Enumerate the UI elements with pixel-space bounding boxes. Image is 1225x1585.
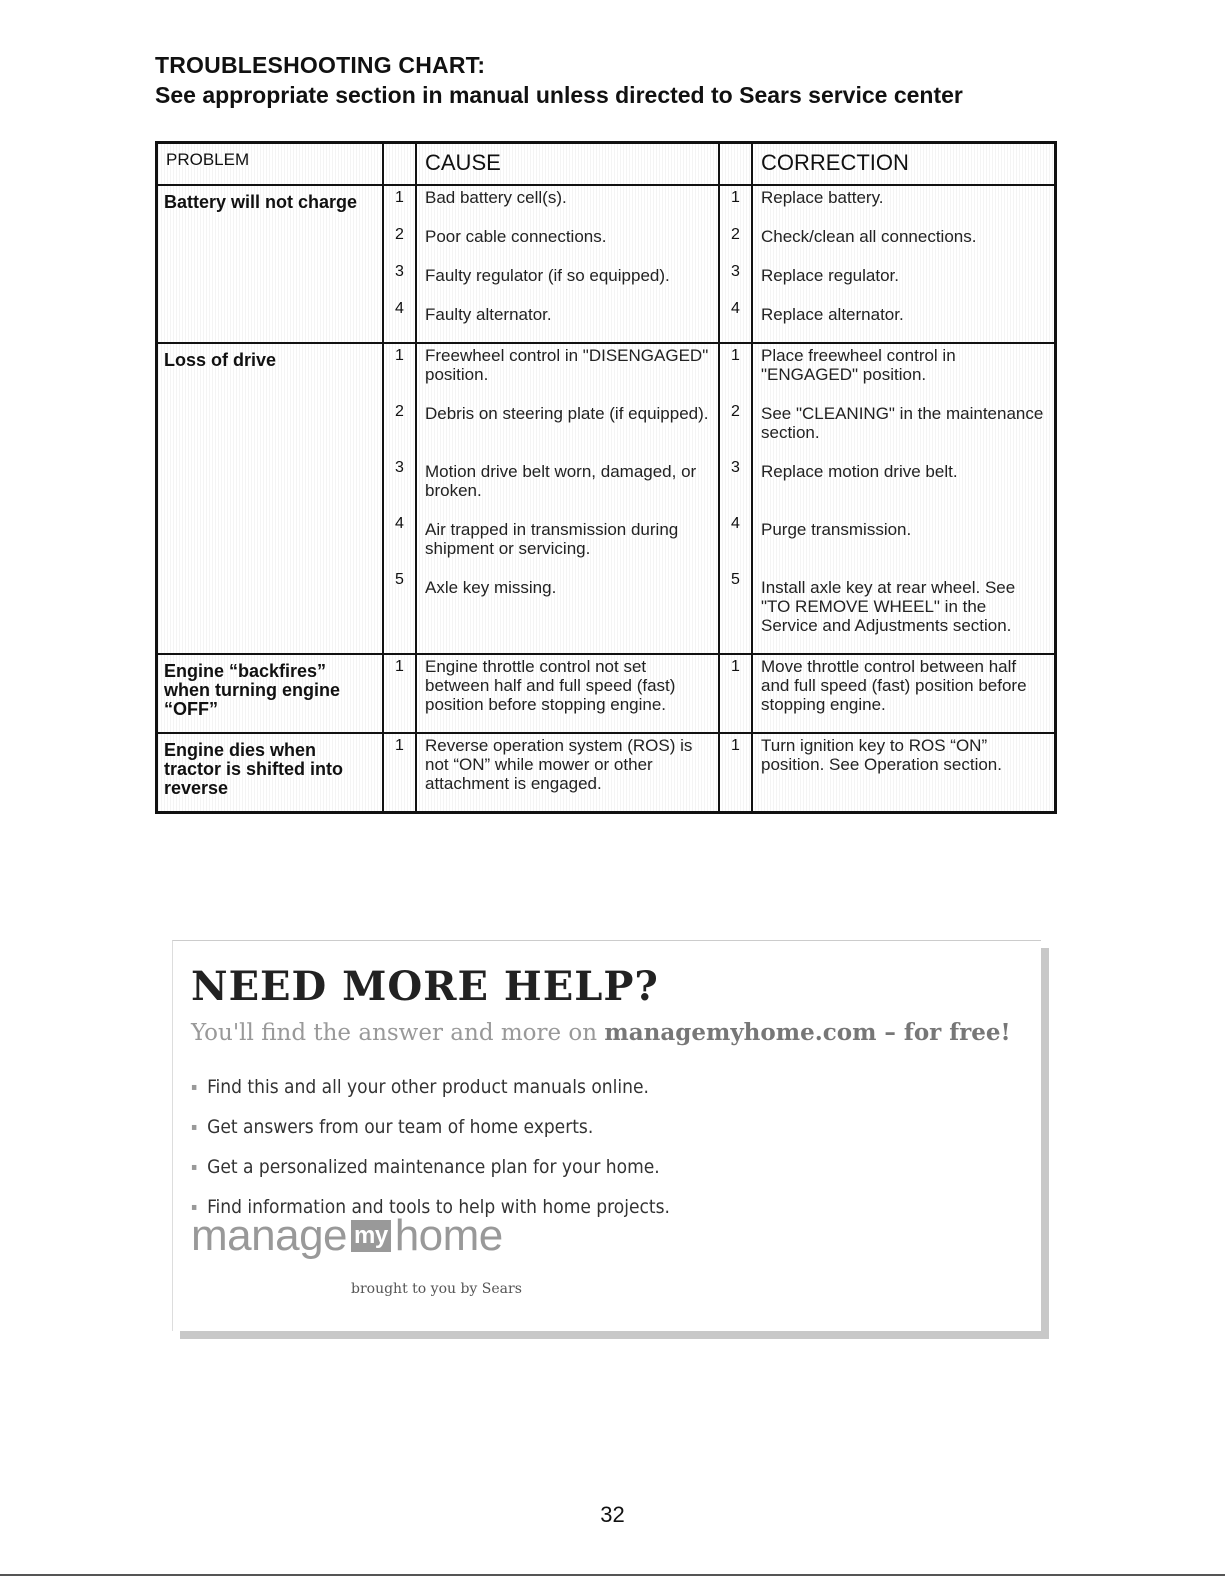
- help-bullet: ▪ Find this and all your other product manuals online.: [191, 1069, 670, 1109]
- cause-text: Debris on steering plate (if equipped).: [425, 404, 709, 423]
- correction-text: Place freewheel control in "ENGAGED" position.: [761, 346, 956, 384]
- correction-number: 1: [731, 658, 740, 675]
- cause-number: 1: [395, 658, 404, 675]
- header-cause: CAUSE: [417, 144, 720, 184]
- correction-number-column: [720, 734, 753, 811]
- help-box: [172, 940, 1041, 1331]
- cause-text: Poor cable connections.: [425, 227, 607, 246]
- help-bullet: ▪ Find information and tools to help with home projects.: [191, 1189, 670, 1229]
- table-row: [158, 184, 1054, 342]
- header-problem: PROBLEM: [158, 144, 384, 184]
- bottom-rule: [0, 1574, 1225, 1576]
- cause-number-column: [384, 734, 417, 811]
- help-bullet-list: [191, 1069, 670, 1229]
- page-number: 32: [600, 1502, 625, 1527]
- cause-column: [417, 186, 720, 342]
- correction-number: 5: [731, 571, 740, 588]
- cause-text: Reverse operation system (ROS) is not “ON” while mower or other attachment is engaged.: [425, 736, 693, 793]
- correction-text: Purge transmission.: [761, 520, 912, 539]
- cause-column: [417, 655, 720, 732]
- correction-number-column: [720, 344, 753, 653]
- correction-column: [753, 186, 1054, 342]
- page-heading: [155, 50, 1115, 110]
- correction-number: 2: [731, 226, 740, 243]
- chart-subtitle: See appropriate section in manual unless directed to Sears service center: [155, 82, 963, 108]
- correction-number-column: [720, 186, 753, 342]
- cause-text: Engine throttle control not set between half and full speed (fast) position before stopping engine.: [425, 657, 676, 714]
- header-correction: CORRECTION: [761, 150, 909, 175]
- cause-number: 3: [395, 459, 404, 476]
- correction-text: Move throttle control between half and full speed (fast) position before stopping engine.: [761, 657, 1027, 714]
- cause-text: Freewheel control in "DISENGAGED" position.: [425, 346, 709, 384]
- correction-text: Replace alternator.: [761, 305, 904, 324]
- correction-text: Install axle key at rear wheel. See "TO REMOVE WHEEL" in the Service and Adjustments section.: [761, 578, 1016, 635]
- cause-column: [417, 344, 720, 653]
- cause-number: 4: [395, 300, 404, 317]
- chart-title: TROUBLESHOOTING CHART:: [155, 52, 486, 78]
- cause-number: 1: [395, 737, 404, 754]
- correction-number: 3: [731, 263, 740, 280]
- problem-cell: [158, 186, 384, 342]
- problem-cell: [158, 734, 384, 811]
- cause-number-column: [384, 186, 417, 342]
- correction-number: 1: [731, 347, 740, 364]
- cause-number: 4: [395, 515, 404, 532]
- table-header-row: [158, 144, 1054, 184]
- managemyhome-logo: manage my home: [191, 1211, 503, 1260]
- cause-text: Bad battery cell(s).: [425, 188, 567, 207]
- table-row: [158, 732, 1054, 811]
- help-title: NEED MORE HELP?: [191, 963, 659, 1010]
- help-bullet: ▪ Get a personalized maintenance plan for your home.: [191, 1149, 670, 1189]
- cause-number-column: [384, 655, 417, 732]
- correction-text: See "CLEANING" in the maintenance section.: [761, 404, 1044, 442]
- problem-text: Engine “backfires” when turning engine “OFF”: [164, 661, 340, 719]
- brought-by-text: brought to you by Sears: [351, 1281, 522, 1297]
- help-bullet: ▪ Get answers from our team of home experts.: [191, 1109, 670, 1149]
- correction-text: Turn ignition key to ROS “ON” position. See Operation section.: [761, 736, 1002, 774]
- correction-number: 3: [731, 459, 740, 476]
- correction-text: Replace battery.: [761, 188, 884, 207]
- help-subtitle: You'll find the answer and more on managemyhome.com – for free!: [191, 1019, 1011, 1046]
- correction-column: [753, 734, 1054, 811]
- correction-number: 4: [731, 300, 740, 317]
- cause-number: 3: [395, 263, 404, 280]
- problem-text: Battery will not charge: [164, 192, 358, 212]
- troubleshooting-table: [155, 141, 1057, 814]
- header-num-2: [720, 144, 753, 184]
- correction-number: 1: [731, 189, 740, 206]
- correction-text: Replace regulator.: [761, 266, 899, 285]
- cause-text: Motion drive belt worn, damaged, or broken.: [425, 462, 697, 500]
- cause-text: Axle key missing.: [425, 578, 557, 597]
- correction-column: [753, 655, 1054, 732]
- cause-number: 5: [395, 571, 404, 588]
- cause-number: 2: [395, 403, 404, 420]
- problem-text: Loss of drive: [164, 350, 277, 370]
- correction-number: 4: [731, 515, 740, 532]
- header-num-1: [384, 144, 417, 184]
- cause-text: Faulty alternator.: [425, 305, 552, 324]
- problem-cell: [158, 344, 384, 653]
- cause-text: Faulty regulator (if so equipped).: [425, 266, 670, 285]
- correction-number: 2: [731, 403, 740, 420]
- problem-text: Engine dies when tractor is shifted into reverse: [164, 740, 344, 798]
- correction-text: Check/clean all connections.: [761, 227, 977, 246]
- correction-column: [753, 344, 1054, 653]
- table-row: [158, 653, 1054, 732]
- correction-text: Replace motion drive belt.: [761, 462, 958, 481]
- cause-text: Air trapped in transmission during shipment or servicing.: [425, 520, 679, 558]
- cause-number: 2: [395, 226, 404, 243]
- cause-column: [417, 734, 720, 811]
- cause-number: 1: [395, 347, 404, 364]
- table-row: [158, 342, 1054, 653]
- correction-number-column: [720, 655, 753, 732]
- cause-number-column: [384, 344, 417, 653]
- problem-cell: [158, 655, 384, 732]
- cause-number: 1: [395, 189, 404, 206]
- correction-number: 1: [731, 737, 740, 754]
- help-site-link[interactable]: managemyhome.com – for free!: [604, 1019, 1011, 1046]
- table-body: [158, 184, 1054, 811]
